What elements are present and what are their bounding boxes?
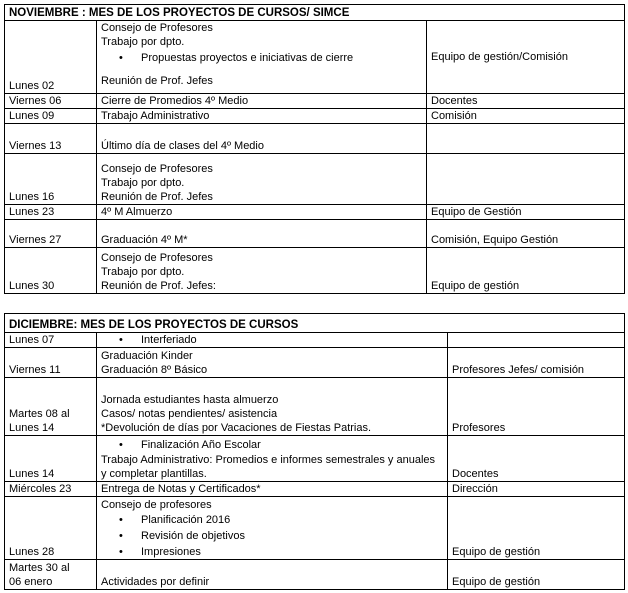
table-row <box>5 497 625 560</box>
activity-cell: Consejo de Profesores Trabajo por dpto. Reunión de Prof. Jefes <box>97 154 427 205</box>
responsible-cell <box>448 333 625 348</box>
activity-cell: Trabajo Administrativo <box>97 109 427 124</box>
december-table <box>4 313 625 590</box>
date-cell: Lunes 14 <box>5 436 97 482</box>
date-cell: Lunes 30 <box>5 248 97 294</box>
date-cell: Martes 08 al Lunes 14 <box>5 378 97 436</box>
activity-cell: Actividades por definir <box>97 560 448 590</box>
activity-cell: Consejo de profesores • Planificación 2016 • Revisión de objetivos • Impresiones <box>97 497 448 560</box>
table-row <box>5 482 625 497</box>
responsible-cell: Equipo de Gestión <box>427 205 625 220</box>
list-item: • Impresiones <box>101 545 447 559</box>
table-row <box>5 124 625 154</box>
date-cell: Viernes 11 <box>5 348 97 378</box>
list-item: • Interferiado <box>101 333 447 347</box>
responsible-cell <box>427 154 625 205</box>
responsible-cell: Equipo de gestión <box>427 248 625 294</box>
responsible-cell: Dirección <box>448 482 625 497</box>
table-row <box>5 205 625 220</box>
november-title: NOVIEMBRE : MES DE LOS PROYECTOS DE CURSOS/ SIMCE <box>5 5 625 21</box>
table-row <box>5 348 625 378</box>
date-cell: Martes 30 al 06 enero <box>5 560 97 590</box>
activity-cell: Entrega de Notas y Certificados* <box>97 482 448 497</box>
table-row <box>5 378 625 436</box>
responsible-cell: Profesores <box>448 378 625 436</box>
activity-cell: Consejo de Profesores Trabajo por dpto. • Propuestas proyectos e iniciativas de cierre Reunión de Prof. Jefes <box>97 21 427 94</box>
date-cell: Viernes 27 <box>5 220 97 248</box>
activity-cell: Graduación 4º M* <box>97 220 427 248</box>
activity-cell <box>97 333 448 348</box>
table-row <box>5 154 625 205</box>
activity-cell: Último día de clases del 4º Medio <box>97 124 427 154</box>
responsible-cell: Comisión <box>427 109 625 124</box>
responsible-cell: Docentes <box>448 436 625 482</box>
activity-cell: 4º M Almuerzo <box>97 205 427 220</box>
date-cell: Lunes 09 <box>5 109 97 124</box>
date-cell: Miércoles 23 <box>5 482 97 497</box>
date-cell: Lunes 23 <box>5 205 97 220</box>
list-item: • Revisión de objetivos <box>101 529 447 543</box>
date-cell: Lunes 02 <box>5 21 97 94</box>
november-table <box>4 4 625 294</box>
activity-cell: • Finalización Año Escolar Trabajo Administrativo: Promedios e informes semestrales y anuales y completar plantillas. <box>97 436 448 482</box>
responsible-cell: Comisión, Equipo Gestión <box>427 220 625 248</box>
table-row <box>5 560 625 590</box>
date-cell: Viernes 13 <box>5 124 97 154</box>
responsible-cell: Profesores Jefes/ comisión <box>448 348 625 378</box>
list-item: • Planificación 2016 <box>101 513 447 527</box>
list-item: • Finalización Año Escolar <box>101 438 447 452</box>
activity-cell: Jornada estudiantes hasta almuerzo Casos/ notas pendientes/ asistencia *Devolución de días por Vacaciones de Fiestas Patrias. <box>97 378 448 436</box>
date-cell: Lunes 28 <box>5 497 97 560</box>
date-cell: Lunes 07 <box>5 333 97 348</box>
activity-cell: Cierre de Promedios 4º Medio <box>97 94 427 109</box>
responsible-cell: Docentes <box>427 94 625 109</box>
activity-cell: Consejo de Profesores Trabajo por dpto. Reunión de Prof. Jefes: <box>97 248 427 294</box>
date-cell: Viernes 06 <box>5 94 97 109</box>
list-item: • Propuestas proyectos e iniciativas de cierre <box>101 51 426 65</box>
december-title: DICIEMBRE: MES DE LOS PROYECTOS DE CURSOS <box>5 314 625 333</box>
responsible-cell: Equipo de gestión <box>448 497 625 560</box>
table-row <box>5 109 625 124</box>
table-row <box>5 248 625 294</box>
responsible-cell <box>427 124 625 154</box>
responsible-cell: Equipo de gestión/Comisión <box>427 21 625 94</box>
responsible-cell: Equipo de gestión <box>448 560 625 590</box>
activity-cell: Graduación Kinder Graduación 8º Básico <box>97 348 448 378</box>
table-row <box>5 94 625 109</box>
table-row <box>5 436 625 482</box>
table-row <box>5 333 625 348</box>
table-row <box>5 220 625 248</box>
table-row <box>5 21 625 94</box>
date-cell: Lunes 16 <box>5 154 97 205</box>
